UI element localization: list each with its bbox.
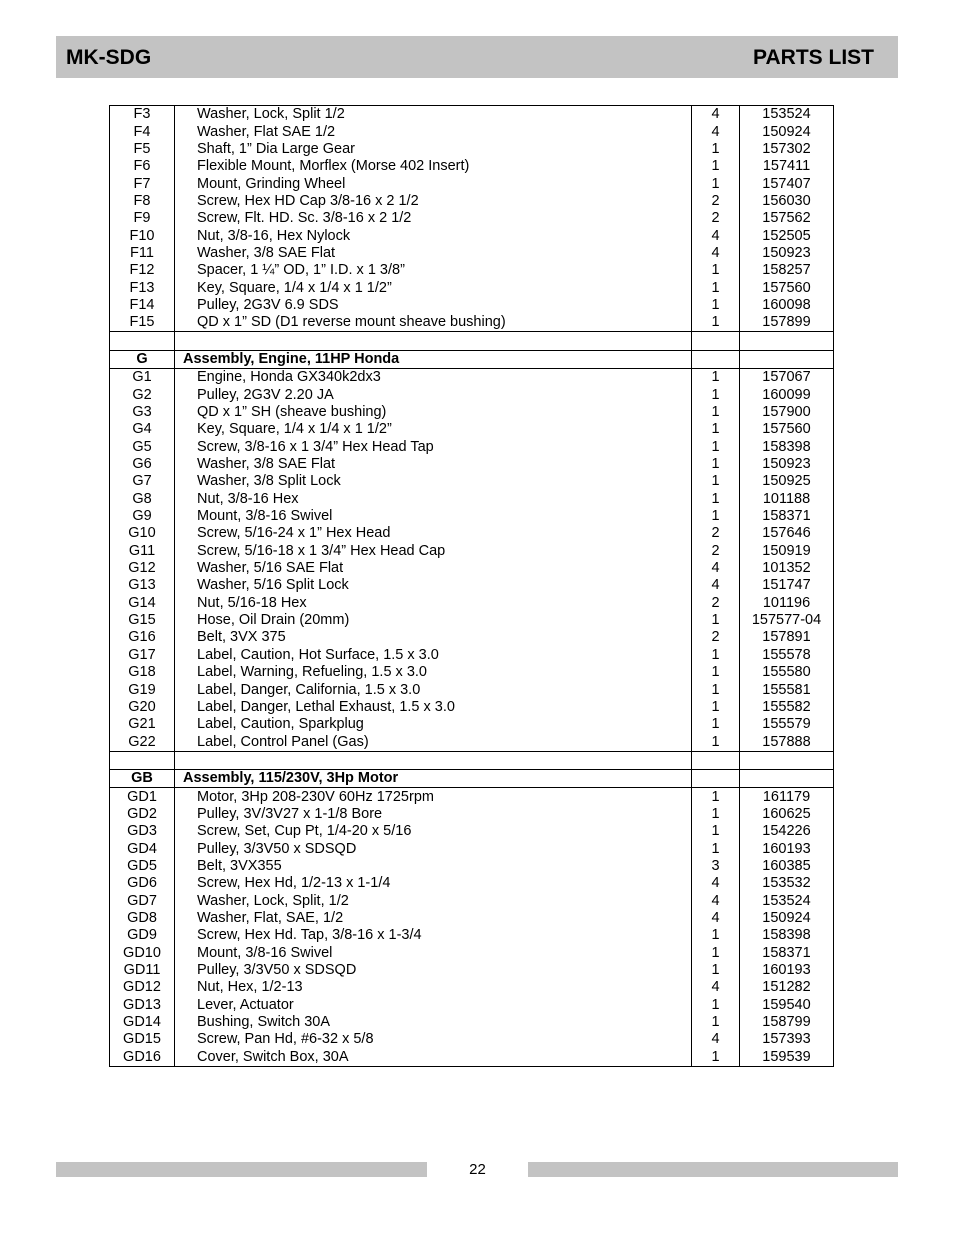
quantity-cell: 4 — [692, 123, 740, 140]
description-cell: Label, Caution, Hot Surface, 1.5 x 3.0 — [175, 647, 692, 664]
description-cell: Washer, 3/8 SAE Flat — [175, 456, 692, 473]
quantity-cell — [692, 350, 740, 368]
item-id-cell: GD13 — [110, 997, 175, 1014]
part-number-cell: 157560 — [740, 279, 834, 296]
quantity-cell: 1 — [692, 456, 740, 473]
quantity-cell: 1 — [692, 997, 740, 1014]
quantity-cell: 4 — [692, 892, 740, 909]
table-row — [110, 473, 834, 490]
part-number-cell: 151282 — [740, 979, 834, 996]
quantity-cell: 1 — [692, 806, 740, 823]
quantity-cell: 1 — [692, 439, 740, 456]
description-cell: Pulley, 2G3V 2.20 JA — [175, 387, 692, 404]
description-cell — [175, 751, 692, 769]
description-cell: Belt, 3VX 375 — [175, 629, 692, 646]
part-number-cell: 153524 — [740, 892, 834, 909]
quantity-cell: 3 — [692, 858, 740, 875]
quantity-cell: 1 — [692, 716, 740, 733]
footer-bar-left — [56, 1162, 427, 1177]
quantity-cell: 1 — [692, 404, 740, 421]
part-number-cell: 157577-04 — [740, 612, 834, 629]
table-row — [110, 491, 834, 508]
page-number: 22 — [469, 1161, 486, 1178]
table-row — [110, 962, 834, 979]
description-cell: Hose, Oil Drain (20mm) — [175, 612, 692, 629]
item-id-cell: F12 — [110, 262, 175, 279]
table-row — [110, 439, 834, 456]
item-id-cell: GD2 — [110, 806, 175, 823]
description-cell: Key, Square, 1/4 x 1/4 x 1 1/2” — [175, 421, 692, 438]
description-cell: Nut, 3/8-16, Hex Nylock — [175, 227, 692, 244]
quantity-cell: 1 — [692, 699, 740, 716]
table-row — [110, 664, 834, 681]
part-number-cell: 150924 — [740, 123, 834, 140]
item-id-cell: G14 — [110, 595, 175, 612]
item-id-cell: GD1 — [110, 788, 175, 806]
part-number-cell: 160385 — [740, 858, 834, 875]
part-number-cell: 158257 — [740, 262, 834, 279]
part-number-cell: 160193 — [740, 840, 834, 857]
quantity-cell: 1 — [692, 369, 740, 387]
item-id-cell: G9 — [110, 508, 175, 525]
part-number-cell: 157411 — [740, 158, 834, 175]
item-id-cell: G — [110, 350, 175, 368]
item-id-cell: GD12 — [110, 979, 175, 996]
item-id-cell: GD8 — [110, 910, 175, 927]
table-row — [110, 210, 834, 227]
part-number-cell: 151747 — [740, 577, 834, 594]
part-number-cell: 161179 — [740, 788, 834, 806]
part-number-cell: 158371 — [740, 508, 834, 525]
part-number-cell: 101196 — [740, 595, 834, 612]
quantity-cell: 2 — [692, 543, 740, 560]
part-number-cell: 150925 — [740, 473, 834, 490]
quantity-cell: 2 — [692, 210, 740, 227]
group-header-row — [110, 350, 834, 368]
item-id-cell: G2 — [110, 387, 175, 404]
part-number-cell: 157067 — [740, 369, 834, 387]
description-cell: Screw, Hex HD Cap 3/8-16 x 2 1/2 — [175, 193, 692, 210]
description-cell: Washer, 3/8 Split Lock — [175, 473, 692, 490]
part-number-cell: 150919 — [740, 543, 834, 560]
part-number-cell: 157393 — [740, 1031, 834, 1048]
table-row — [110, 945, 834, 962]
quantity-cell: 1 — [692, 314, 740, 332]
quantity-cell: 4 — [692, 106, 740, 124]
part-number-cell: 155578 — [740, 647, 834, 664]
quantity-cell: 1 — [692, 175, 740, 192]
description-cell: Nut, Hex, 1/2-13 — [175, 979, 692, 996]
model-name: MK-SDG — [66, 46, 152, 69]
description-cell: Screw, 3/8-16 x 1 3/4” Hex Head Tap — [175, 439, 692, 456]
quantity-cell: 1 — [692, 262, 740, 279]
description-cell: Bushing, Switch 30A — [175, 1014, 692, 1031]
part-number-cell: 158799 — [740, 1014, 834, 1031]
item-id-cell: G7 — [110, 473, 175, 490]
quantity-cell: 1 — [692, 491, 740, 508]
description-cell: Screw, 5/16-24 x 1” Hex Head — [175, 525, 692, 542]
table-row — [110, 421, 834, 438]
description-cell: Spacer, 1 ¼” OD, 1” I.D. x 1 3/8” — [175, 262, 692, 279]
table-row — [110, 314, 834, 332]
description-cell: Screw, Hex Hd. Tap, 3/8-16 x 1-3/4 — [175, 927, 692, 944]
table-row — [110, 858, 834, 875]
item-id-cell: F6 — [110, 158, 175, 175]
part-number-cell: 157407 — [740, 175, 834, 192]
table-row — [110, 123, 834, 140]
item-id-cell: GD14 — [110, 1014, 175, 1031]
quantity-cell: 1 — [692, 927, 740, 944]
item-id-cell: F7 — [110, 175, 175, 192]
part-number-cell: 157900 — [740, 404, 834, 421]
description-cell: Washer, Flat, SAE, 1/2 — [175, 910, 692, 927]
table-row — [110, 369, 834, 387]
quantity-cell: 4 — [692, 577, 740, 594]
description-cell: Label, Control Panel (Gas) — [175, 733, 692, 751]
description-cell: Nut, 3/8-16 Hex — [175, 491, 692, 508]
quantity-cell: 4 — [692, 560, 740, 577]
description-cell: QD x 1” SD (D1 reverse mount sheave bushing) — [175, 314, 692, 332]
page-header — [56, 36, 898, 78]
quantity-cell: 1 — [692, 297, 740, 314]
table-row — [110, 279, 834, 296]
part-number-cell: 160625 — [740, 806, 834, 823]
table-row — [110, 1049, 834, 1067]
quantity-cell: 2 — [692, 193, 740, 210]
table-row — [110, 927, 834, 944]
item-id-cell: G1 — [110, 369, 175, 387]
item-id-cell: G22 — [110, 733, 175, 751]
item-id-cell: G15 — [110, 612, 175, 629]
part-number-cell: 157899 — [740, 314, 834, 332]
quantity-cell: 1 — [692, 962, 740, 979]
item-id-cell: G19 — [110, 681, 175, 698]
table-row — [110, 245, 834, 262]
table-row — [110, 141, 834, 158]
item-id-cell: G11 — [110, 543, 175, 560]
part-number-cell: 158398 — [740, 439, 834, 456]
description-cell: Screw, Pan Hd, #6-32 x 5/8 — [175, 1031, 692, 1048]
part-number-cell: 160193 — [740, 962, 834, 979]
table-row — [110, 193, 834, 210]
description-cell: Screw, Set, Cup Pt, 1/4-20 x 5/16 — [175, 823, 692, 840]
quantity-cell: 1 — [692, 840, 740, 857]
description-cell: Shaft, 1” Dia Large Gear — [175, 141, 692, 158]
description-cell: Label, Caution, Sparkplug — [175, 716, 692, 733]
table-row — [110, 158, 834, 175]
page-title: PARTS LIST — [753, 46, 874, 69]
quantity-cell: 1 — [692, 788, 740, 806]
part-number-cell: 158371 — [740, 945, 834, 962]
part-number-cell: 153524 — [740, 106, 834, 124]
part-number-cell: 152505 — [740, 227, 834, 244]
item-id-cell: G10 — [110, 525, 175, 542]
table-row — [110, 175, 834, 192]
description-cell: Motor, 3Hp 208-230V 60Hz 1725rpm — [175, 788, 692, 806]
quantity-cell: 2 — [692, 525, 740, 542]
table-row — [110, 806, 834, 823]
quantity-cell: 1 — [692, 945, 740, 962]
part-number-cell: 155579 — [740, 716, 834, 733]
quantity-cell: 1 — [692, 612, 740, 629]
spacer-row — [110, 332, 834, 350]
description-cell: Engine, Honda GX340k2dx3 — [175, 369, 692, 387]
description-cell: Label, Danger, California, 1.5 x 3.0 — [175, 681, 692, 698]
quantity-cell — [692, 332, 740, 350]
part-number-cell: 159539 — [740, 1049, 834, 1067]
table-row — [110, 456, 834, 473]
part-number-cell: 155580 — [740, 664, 834, 681]
part-number-cell: 156030 — [740, 193, 834, 210]
quantity-cell: 4 — [692, 875, 740, 892]
quantity-cell: 4 — [692, 1031, 740, 1048]
part-number-cell: 157891 — [740, 629, 834, 646]
table-row — [110, 979, 834, 996]
description-cell: Washer, 5/16 SAE Flat — [175, 560, 692, 577]
table-row — [110, 227, 834, 244]
quantity-cell: 1 — [692, 733, 740, 751]
quantity-cell: 4 — [692, 979, 740, 996]
table-row — [110, 1014, 834, 1031]
part-number-cell: 157646 — [740, 525, 834, 542]
item-id-cell: G16 — [110, 629, 175, 646]
table-row — [110, 612, 834, 629]
table-row — [110, 840, 834, 857]
table-row — [110, 733, 834, 751]
quantity-cell: 1 — [692, 387, 740, 404]
part-number-cell: 153532 — [740, 875, 834, 892]
item-id-cell: G6 — [110, 456, 175, 473]
table-row — [110, 910, 834, 927]
table-row — [110, 997, 834, 1014]
description-cell: QD x 1” SH (sheave bushing) — [175, 404, 692, 421]
item-id-cell — [110, 751, 175, 769]
item-id-cell: F8 — [110, 193, 175, 210]
quantity-cell: 2 — [692, 595, 740, 612]
table-row — [110, 560, 834, 577]
part-number-cell: 101188 — [740, 491, 834, 508]
table-row — [110, 387, 834, 404]
item-id-cell: G13 — [110, 577, 175, 594]
item-id-cell: G21 — [110, 716, 175, 733]
item-id-cell: G12 — [110, 560, 175, 577]
part-number-cell: 101352 — [740, 560, 834, 577]
item-id-cell: F13 — [110, 279, 175, 296]
table-row — [110, 681, 834, 698]
item-id-cell: F11 — [110, 245, 175, 262]
quantity-cell: 1 — [692, 823, 740, 840]
part-number-cell: 155582 — [740, 699, 834, 716]
item-id-cell: GD9 — [110, 927, 175, 944]
table-row — [110, 1031, 834, 1048]
item-id-cell: GD11 — [110, 962, 175, 979]
table-row — [110, 788, 834, 806]
quantity-cell — [692, 751, 740, 769]
item-id-cell: F4 — [110, 123, 175, 140]
table-row — [110, 577, 834, 594]
description-cell: Washer, 5/16 Split Lock — [175, 577, 692, 594]
description-cell: Nut, 5/16-18 Hex — [175, 595, 692, 612]
table-row — [110, 647, 834, 664]
item-id-cell: GD6 — [110, 875, 175, 892]
quantity-cell: 1 — [692, 647, 740, 664]
part-number-cell: 150923 — [740, 456, 834, 473]
part-number-cell — [740, 332, 834, 350]
item-id-cell: G3 — [110, 404, 175, 421]
description-cell: Washer, Lock, Split, 1/2 — [175, 892, 692, 909]
description-cell: Flexible Mount, Morflex (Morse 402 Insert) — [175, 158, 692, 175]
item-id-cell: F14 — [110, 297, 175, 314]
description-cell: Cover, Switch Box, 30A — [175, 1049, 692, 1067]
item-id-cell: G17 — [110, 647, 175, 664]
item-id-cell: GD10 — [110, 945, 175, 962]
description-cell: Washer, Lock, Split 1/2 — [175, 106, 692, 124]
item-id-cell: F3 — [110, 106, 175, 124]
item-id-cell: G5 — [110, 439, 175, 456]
description-cell: Washer, 3/8 SAE Flat — [175, 245, 692, 262]
part-number-cell: 154226 — [740, 823, 834, 840]
quantity-cell: 1 — [692, 508, 740, 525]
description-cell: Assembly, Engine, 11HP Honda — [175, 350, 692, 368]
table-row — [110, 716, 834, 733]
part-number-cell: 150923 — [740, 245, 834, 262]
table-row — [110, 892, 834, 909]
description-cell: Pulley, 3/3V50 x SDSQD — [175, 962, 692, 979]
description-cell: Pulley, 2G3V 6.9 SDS — [175, 297, 692, 314]
description-cell: Lever, Actuator — [175, 997, 692, 1014]
quantity-cell: 1 — [692, 664, 740, 681]
description-cell: Mount, Grinding Wheel — [175, 175, 692, 192]
description-cell: Key, Square, 1/4 x 1/4 x 1 1/2” — [175, 279, 692, 296]
item-id-cell: G4 — [110, 421, 175, 438]
item-id-cell: GB — [110, 770, 175, 788]
item-id-cell: GD3 — [110, 823, 175, 840]
item-id-cell: F15 — [110, 314, 175, 332]
part-number-cell — [740, 350, 834, 368]
description-cell: Washer, Flat SAE 1/2 — [175, 123, 692, 140]
part-number-cell: 160098 — [740, 297, 834, 314]
item-id-cell: GD4 — [110, 840, 175, 857]
item-id-cell — [110, 332, 175, 350]
part-number-cell: 150924 — [740, 910, 834, 927]
part-number-cell: 158398 — [740, 927, 834, 944]
group-header-row — [110, 770, 834, 788]
quantity-cell: 1 — [692, 279, 740, 296]
part-number-cell — [740, 751, 834, 769]
table-row — [110, 106, 834, 124]
part-number-cell — [740, 770, 834, 788]
item-id-cell: GD5 — [110, 858, 175, 875]
description-cell: Pulley, 3V/3V27 x 1-1/8 Bore — [175, 806, 692, 823]
quantity-cell: 1 — [692, 681, 740, 698]
quantity-cell: 1 — [692, 473, 740, 490]
part-number-cell: 157562 — [740, 210, 834, 227]
table-row — [110, 595, 834, 612]
description-cell — [175, 332, 692, 350]
table-row — [110, 543, 834, 560]
description-cell: Pulley, 3/3V50 x SDSQD — [175, 840, 692, 857]
description-cell: Assembly, 115/230V, 3Hp Motor — [175, 770, 692, 788]
table-row — [110, 823, 834, 840]
item-id-cell: GD7 — [110, 892, 175, 909]
part-number-cell: 159540 — [740, 997, 834, 1014]
table-row — [110, 875, 834, 892]
quantity-cell: 1 — [692, 158, 740, 175]
table-row — [110, 297, 834, 314]
description-cell: Mount, 3/8-16 Swivel — [175, 508, 692, 525]
quantity-cell: 4 — [692, 910, 740, 927]
table-row — [110, 699, 834, 716]
part-number-cell: 157560 — [740, 421, 834, 438]
description-cell: Screw, 5/16-18 x 1 3/4” Hex Head Cap — [175, 543, 692, 560]
quantity-cell: 2 — [692, 629, 740, 646]
table-row — [110, 508, 834, 525]
quantity-cell: 1 — [692, 1049, 740, 1067]
description-cell: Screw, Hex Hd, 1/2-13 x 1-1/4 — [175, 875, 692, 892]
description-cell: Belt, 3VX355 — [175, 858, 692, 875]
part-number-cell: 160099 — [740, 387, 834, 404]
quantity-cell: 1 — [692, 1014, 740, 1031]
description-cell: Label, Warning, Refueling, 1.5 x 3.0 — [175, 664, 692, 681]
table-row — [110, 629, 834, 646]
quantity-cell: 4 — [692, 245, 740, 262]
description-cell: Label, Danger, Lethal Exhaust, 1.5 x 3.0 — [175, 699, 692, 716]
item-id-cell: F9 — [110, 210, 175, 227]
footer-bar-right — [528, 1162, 898, 1177]
item-id-cell: GD15 — [110, 1031, 175, 1048]
table-row — [110, 262, 834, 279]
quantity-cell — [692, 770, 740, 788]
item-id-cell: GD16 — [110, 1049, 175, 1067]
part-number-cell: 157302 — [740, 141, 834, 158]
spacer-row — [110, 751, 834, 769]
item-id-cell: F5 — [110, 141, 175, 158]
part-number-cell: 155581 — [740, 681, 834, 698]
parts-table-body — [110, 106, 834, 1067]
quantity-cell: 4 — [692, 227, 740, 244]
item-id-cell: G18 — [110, 664, 175, 681]
table-row — [110, 404, 834, 421]
item-id-cell: F10 — [110, 227, 175, 244]
table-row — [110, 525, 834, 542]
item-id-cell: G20 — [110, 699, 175, 716]
description-cell: Screw, Flt. HD. Sc. 3/8-16 x 2 1/2 — [175, 210, 692, 227]
description-cell: Mount, 3/8-16 Swivel — [175, 945, 692, 962]
quantity-cell: 1 — [692, 421, 740, 438]
item-id-cell: G8 — [110, 491, 175, 508]
parts-table — [109, 105, 834, 1067]
part-number-cell: 157888 — [740, 733, 834, 751]
quantity-cell: 1 — [692, 141, 740, 158]
